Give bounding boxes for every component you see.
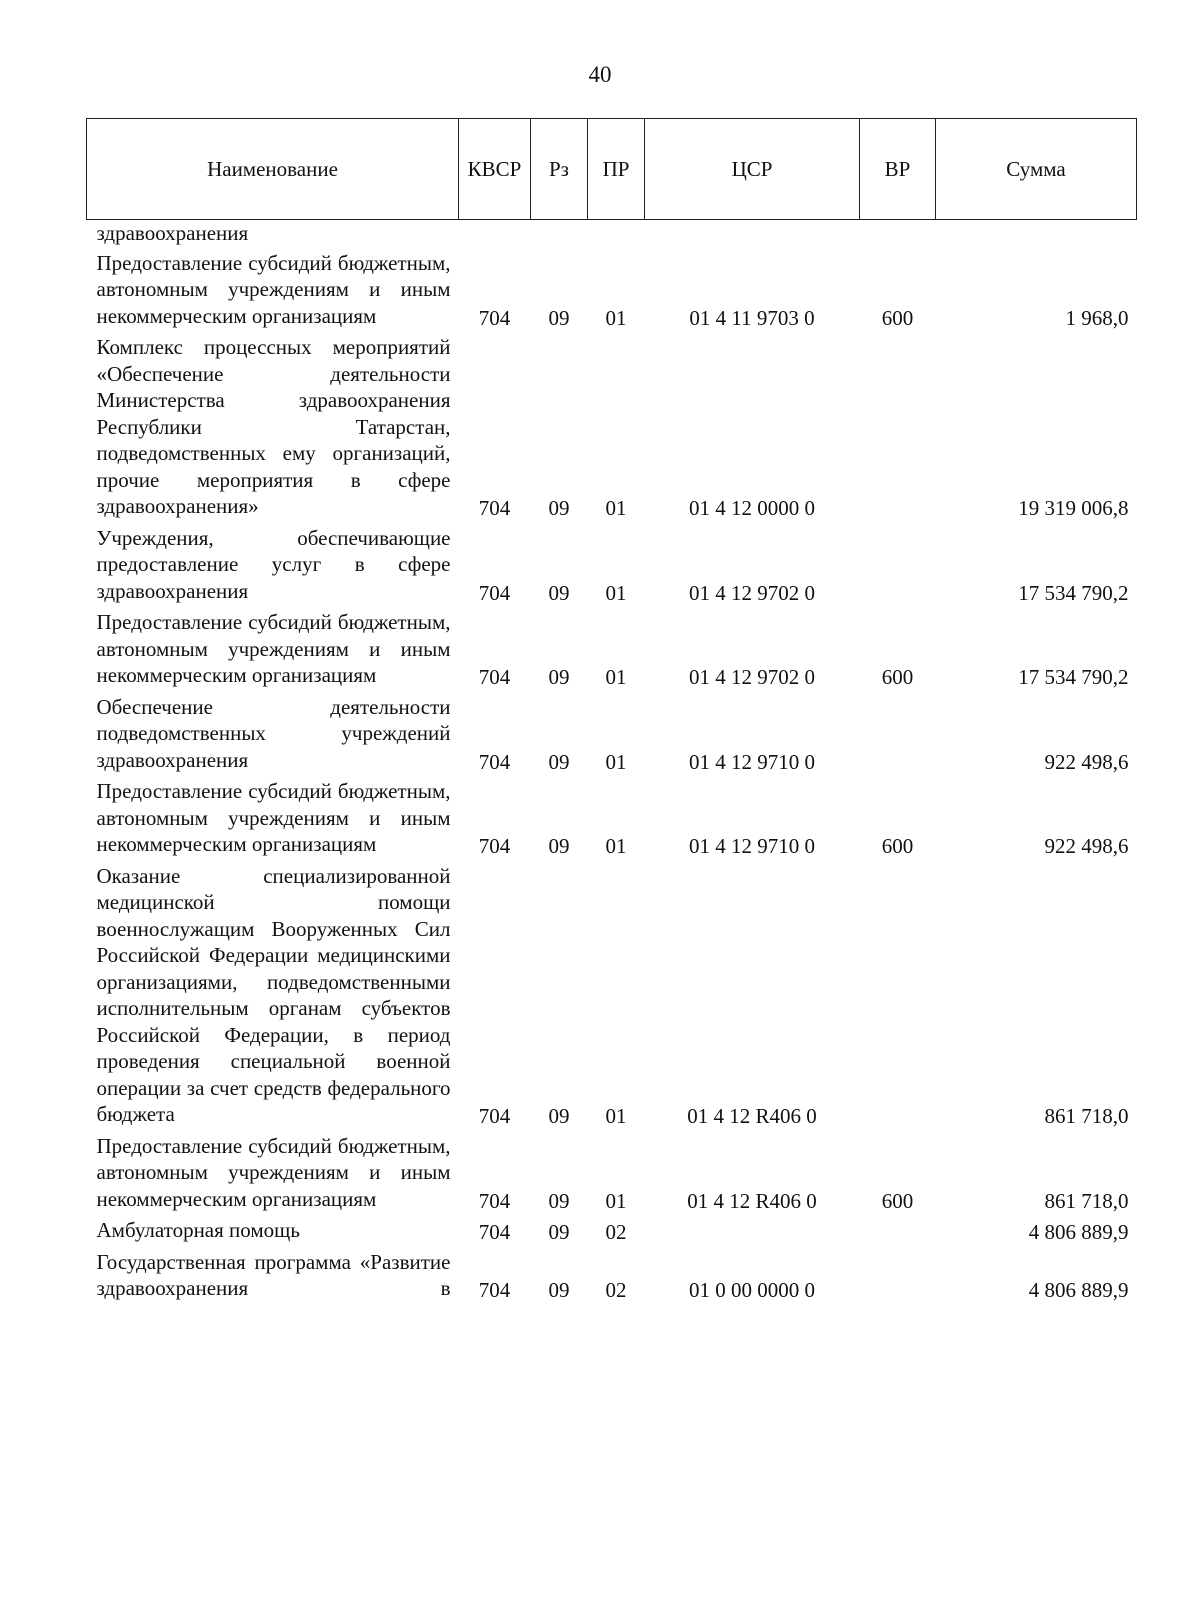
row-vr: [860, 691, 936, 776]
row-sum: 17 534 790,2: [1018, 580, 1129, 605]
row-sum: 19 319 006,8: [1018, 496, 1129, 520]
header-row: [87, 119, 1137, 220]
row-sum: 861 718,0: [1044, 1104, 1129, 1128]
header-name: Наименование: [87, 119, 459, 220]
row-pr: 01: [605, 749, 627, 774]
row-rz: 09: [548, 834, 570, 858]
row-vr: 600: [881, 834, 914, 858]
header-vr: ВР: [860, 119, 936, 220]
row-csr: [645, 1214, 860, 1246]
row-name: Оказание специализированной медицинской помощи военнослужащим Вооруженных Сил Российской Федерации медицинскими организациями, подведомственными исполнительным органам субъектов Российской Федерации, в период проведения специальной военной операции за счет средств федерального бюджета: [96, 863, 451, 1126]
row-kvsr: [459, 220, 531, 247]
row-name: здравоохранения: [96, 221, 249, 245]
row-name: Амбулаторная помощь: [96, 1218, 300, 1242]
row-csr: 01 4 12 R406 0: [687, 1104, 817, 1128]
table-row: [87, 775, 1137, 860]
table-header: [87, 119, 1137, 220]
row-csr: 01 4 12 R406 0: [687, 1188, 817, 1213]
row-vr: 600: [881, 665, 914, 689]
row-rz: 09: [548, 1104, 570, 1128]
table-row: [87, 1246, 1137, 1304]
row-sum: 4 806 889,9: [1028, 1278, 1129, 1302]
row-rz: 09: [548, 1220, 570, 1244]
row-sum: 922 498,6: [1044, 749, 1129, 774]
row-sum: 861 718,0: [1044, 1188, 1129, 1213]
header-rz: Рз: [531, 119, 588, 220]
row-kvsr: 704: [478, 665, 511, 689]
row-kvsr: 704: [478, 1278, 511, 1302]
row-vr: [860, 220, 936, 247]
row-csr: 01 4 12 9710 0: [689, 749, 815, 774]
row-rz: 09: [548, 496, 570, 520]
row-kvsr: 704: [478, 496, 511, 520]
row-sum: 1 968,0: [1065, 305, 1129, 330]
row-pr: 01: [605, 305, 627, 330]
row-kvsr: 704: [478, 834, 511, 858]
row-rz: 09: [548, 1278, 570, 1302]
table-row: [87, 331, 1137, 522]
row-vr: [860, 522, 936, 607]
table-row: [87, 1214, 1137, 1246]
table-row: [87, 522, 1137, 607]
header-sum: Сумма: [936, 119, 1137, 220]
row-pr: 01: [605, 1188, 627, 1213]
row-name: Обеспечение деятельности подведомственных учреждений здравоохранения: [96, 694, 451, 772]
row-kvsr: 704: [478, 749, 511, 774]
row-sum: 922 498,6: [1044, 834, 1129, 858]
row-kvsr: 704: [478, 305, 511, 330]
row-name: Учреждения, обеспечивающие предоставление услуг в сфере здравоохранения: [96, 525, 451, 603]
row-name: Предоставление субсидий бюджетным, автономным учреждениям и иным некоммерческим организациям: [96, 779, 451, 856]
row-name: Предоставление субсидий бюджетным, автономным учреждениям и иным некоммерческим организациям: [96, 610, 451, 687]
table-row: [87, 1130, 1137, 1215]
row-pr: 01: [605, 496, 627, 520]
row-pr: [588, 220, 645, 247]
row-vr: [860, 1246, 936, 1304]
row-csr: [645, 220, 860, 247]
row-kvsr: 704: [478, 1220, 511, 1244]
row-sum: 4 806 889,9: [1028, 1220, 1129, 1244]
row-rz: 09: [548, 749, 570, 774]
row-csr: 01 4 11 9703 0: [689, 305, 815, 330]
page-number: 40: [588, 62, 612, 87]
row-kvsr: 704: [478, 1188, 511, 1213]
header-pr: ПР: [588, 119, 645, 220]
row-rz: 09: [548, 1188, 570, 1213]
row-vr: 600: [881, 1188, 914, 1213]
row-vr: [860, 331, 936, 522]
row-csr: 01 4 12 9702 0: [689, 580, 815, 605]
table-body: [87, 220, 1137, 1304]
row-pr: 01: [605, 834, 627, 858]
row-csr: 01 0 00 0000 0: [689, 1278, 815, 1302]
table-row: [87, 691, 1137, 776]
row-sum: [936, 220, 1137, 247]
row-csr: 01 4 12 0000 0: [689, 496, 815, 520]
row-name: Предоставление субсидий бюджетным, автономным учреждениям и иным некоммерческим организациям: [96, 1133, 451, 1211]
row-kvsr: 704: [478, 1104, 511, 1128]
row-csr: 01 4 12 9710 0: [689, 834, 815, 858]
row-rz: [531, 220, 588, 247]
row-pr: 02: [605, 1278, 627, 1302]
row-kvsr: 704: [478, 580, 511, 605]
row-pr: 01: [605, 1104, 627, 1128]
row-rz: 09: [548, 665, 570, 689]
row-name: Комплекс процессных мероприятий «Обеспечение деятельности Министерства здравоохранения Республики Татарстан, подведомственных ему организаций, прочие мероприятия в сфере здравоохранения»: [96, 335, 451, 518]
row-name: Государственная программа «Развитие здравоохранения в: [96, 1249, 451, 1300]
row-pr: 01: [605, 580, 627, 605]
row-vr: [860, 860, 936, 1130]
row-sum: 17 534 790,2: [1018, 665, 1129, 689]
table-row: [87, 247, 1137, 332]
table-row: [87, 220, 1137, 247]
table-row: [87, 860, 1137, 1130]
row-rz: 09: [548, 305, 570, 330]
row-rz: 09: [548, 580, 570, 605]
row-pr: 02: [605, 1220, 627, 1244]
header-kvsr: КВСР: [459, 119, 531, 220]
row-name: Предоставление субсидий бюджетным, автономным учреждениям и иным некоммерческим организациям: [96, 250, 451, 328]
row-pr: 01: [605, 665, 627, 689]
budget-table: [86, 118, 1137, 1304]
header-csr: ЦСР: [645, 119, 860, 220]
row-vr: [860, 1214, 936, 1246]
table-row: [87, 606, 1137, 691]
row-csr: 01 4 12 9702 0: [689, 665, 815, 689]
row-vr: 600: [881, 305, 914, 330]
